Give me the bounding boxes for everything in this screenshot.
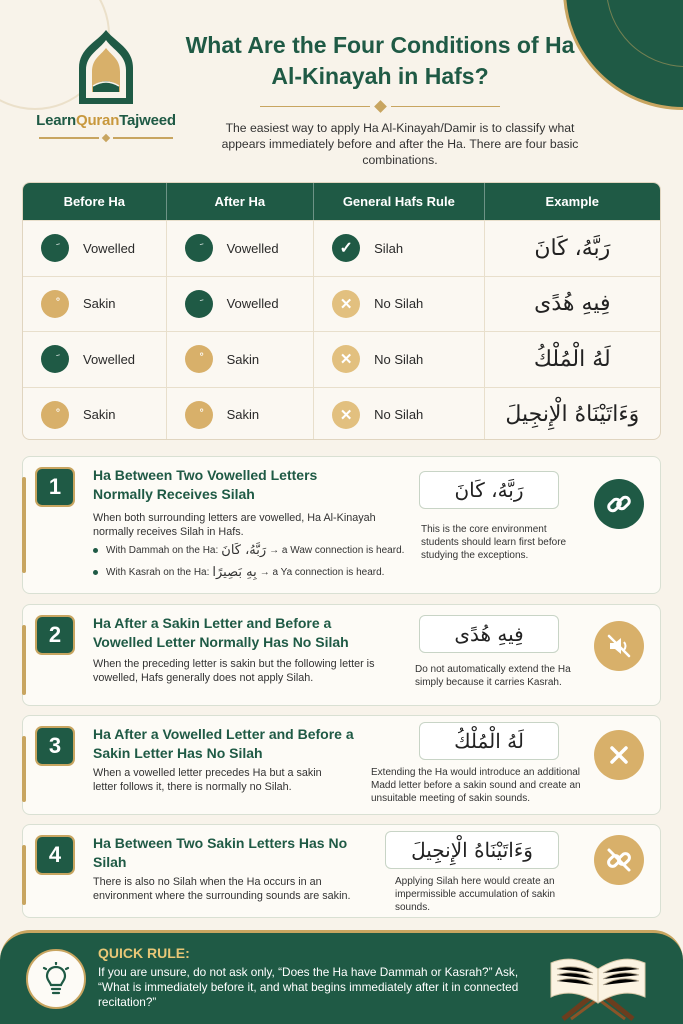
link-icon (594, 479, 644, 529)
example-box: رَبَّهُ، كَانَ (419, 471, 559, 509)
vowel-icon (185, 290, 213, 318)
mute-icon (594, 621, 644, 671)
card-number: 4 (35, 835, 75, 875)
rule-value: Silah (374, 240, 404, 256)
quick-rule-title: QUICK RULE: (98, 945, 190, 961)
quran-book-icon (543, 941, 653, 1021)
page-title: What Are the Four Conditions of Ha Al-Kinayah in Hafs? (185, 32, 575, 89)
rule-value: No Silah (374, 407, 424, 423)
table-header (23, 183, 660, 220)
quick-rule-text: If you are unsure, do not ask only, “Does the Ha have Dammah or Kasrah?” Ask, “What is immediately before it, and what begins immediately after it in connected recitation?” (98, 965, 519, 1009)
example-bullet: With Kasrah on the Ha: بِهِ بَصِيرًا → a Ya connection is heard. (93, 565, 413, 580)
sukun-icon (185, 345, 213, 373)
card-number: 1 (35, 467, 75, 507)
after-value: Sakin (226, 351, 260, 367)
after-value: Sakin (226, 407, 260, 423)
card-description: When a vowelled letter precedes Ha but a sakin letter follows it, there is normally no Silah. (93, 767, 322, 793)
cross-icon: ✕ (332, 401, 360, 429)
card-title: Ha After a Vowelled Letter and Before a Sakin Letter Has No Silah (93, 726, 354, 761)
example-arabic: لَهُ الْمُلْكُ (533, 346, 611, 372)
card-description: There is also no Silah when the Ha occurs in an environment where the surrounding sounds are sakin. (93, 876, 351, 902)
card-title: Ha After a Sakin Letter and Before a Vowelled Letter Normally Has No Silah (93, 615, 349, 650)
table-row (23, 331, 660, 387)
title-divider (260, 102, 500, 111)
table-row (23, 387, 660, 441)
example-arabic: فِيهِ هُدًى (534, 291, 611, 317)
card-note: Applying Silah here would create an impermissible accumulation of sakin sounds. (395, 876, 556, 913)
example-bullet: With Dammah on the Ha: رَبَّهُ، كَانَ → a Waw connection is heard. (93, 543, 413, 558)
before-value: Sakin (83, 296, 116, 312)
logo-wordmark: LearnQuranTajweed (36, 112, 176, 129)
condition-card-1 (22, 456, 661, 594)
intro-text: The easiest way to apply Ha Al-Kinayah/Damir is to classify what appears immediately before and after the Ha. There are four basic combinations. (221, 121, 579, 167)
before-value: Vowelled (83, 351, 136, 367)
card-title: Ha Between Two Sakin Letters Has No Silah (93, 835, 348, 870)
table-row (23, 220, 660, 276)
condition-card-3 (22, 715, 661, 815)
table-header-cell: General Hafs Rule (314, 183, 484, 220)
sukun-icon (41, 401, 69, 429)
card-description: When the preceding letter is sakin but the following letter is vowelled, Hafs generally does not apply Silah. (93, 658, 375, 684)
example-arabic: وَءَاتَيْنَاهُ الْإِنجِيلَ (505, 402, 640, 428)
card-note: This is the core environment students should learn first before studying the exceptions. (421, 524, 567, 561)
check-icon: ✓ (332, 234, 360, 262)
card-title: Ha Between Two Vowelled Letters Normally Receives Silah (93, 467, 318, 502)
corner-ornament-right (563, 0, 683, 110)
sukun-icon (185, 401, 213, 429)
table-header-cell: Example (545, 194, 600, 209)
quick-rule-panel (0, 930, 683, 1024)
table-header-cell: Before Ha (23, 183, 167, 220)
vowel-icon (41, 345, 69, 373)
vowel-icon (41, 234, 69, 262)
lightbulb-icon (26, 949, 86, 1009)
vowel-icon (185, 234, 213, 262)
broken-link-icon (594, 835, 644, 885)
logo-divider (26, 135, 186, 141)
after-value: Vowelled (226, 240, 279, 256)
cross-icon: ✕ (332, 345, 360, 373)
card-number: 2 (35, 615, 75, 655)
table-header-cell: After Ha (167, 183, 315, 220)
conditions-table (22, 182, 661, 440)
table-row (23, 276, 660, 332)
example-box: وَءَاتَيْنَاهُ الْإِنجِيلَ (385, 831, 559, 869)
before-value: Sakin (83, 407, 116, 423)
sukun-icon (41, 290, 69, 318)
x-icon (594, 730, 644, 780)
card-note: Extending the Ha would introduce an additional Madd letter before a sakin sound and create an unsuitable meeting of sakin sounds. (371, 767, 581, 804)
rule-value: No Silah (374, 351, 424, 367)
logo (26, 28, 186, 141)
condition-card-2 (22, 604, 661, 706)
example-box: لَهُ الْمُلْكُ (419, 722, 559, 760)
mosque-arch-icon (75, 28, 137, 106)
cross-icon: ✕ (332, 290, 360, 318)
example-arabic: رَبَّهُ، كَانَ (534, 235, 611, 261)
card-description: When both surrounding letters are vowelled, Ha Al-Kinayah normally receives Silah in Hafs. (93, 512, 376, 538)
rule-value: No Silah (374, 296, 424, 312)
example-box: فِيهِ هُدًى (419, 615, 559, 653)
card-note: Do not automatically extend the Ha simply because it carries Kasrah. (415, 664, 571, 688)
after-value: Vowelled (226, 296, 279, 312)
before-value: Vowelled (83, 240, 136, 256)
condition-card-4 (22, 824, 661, 918)
card-number: 3 (35, 726, 75, 766)
